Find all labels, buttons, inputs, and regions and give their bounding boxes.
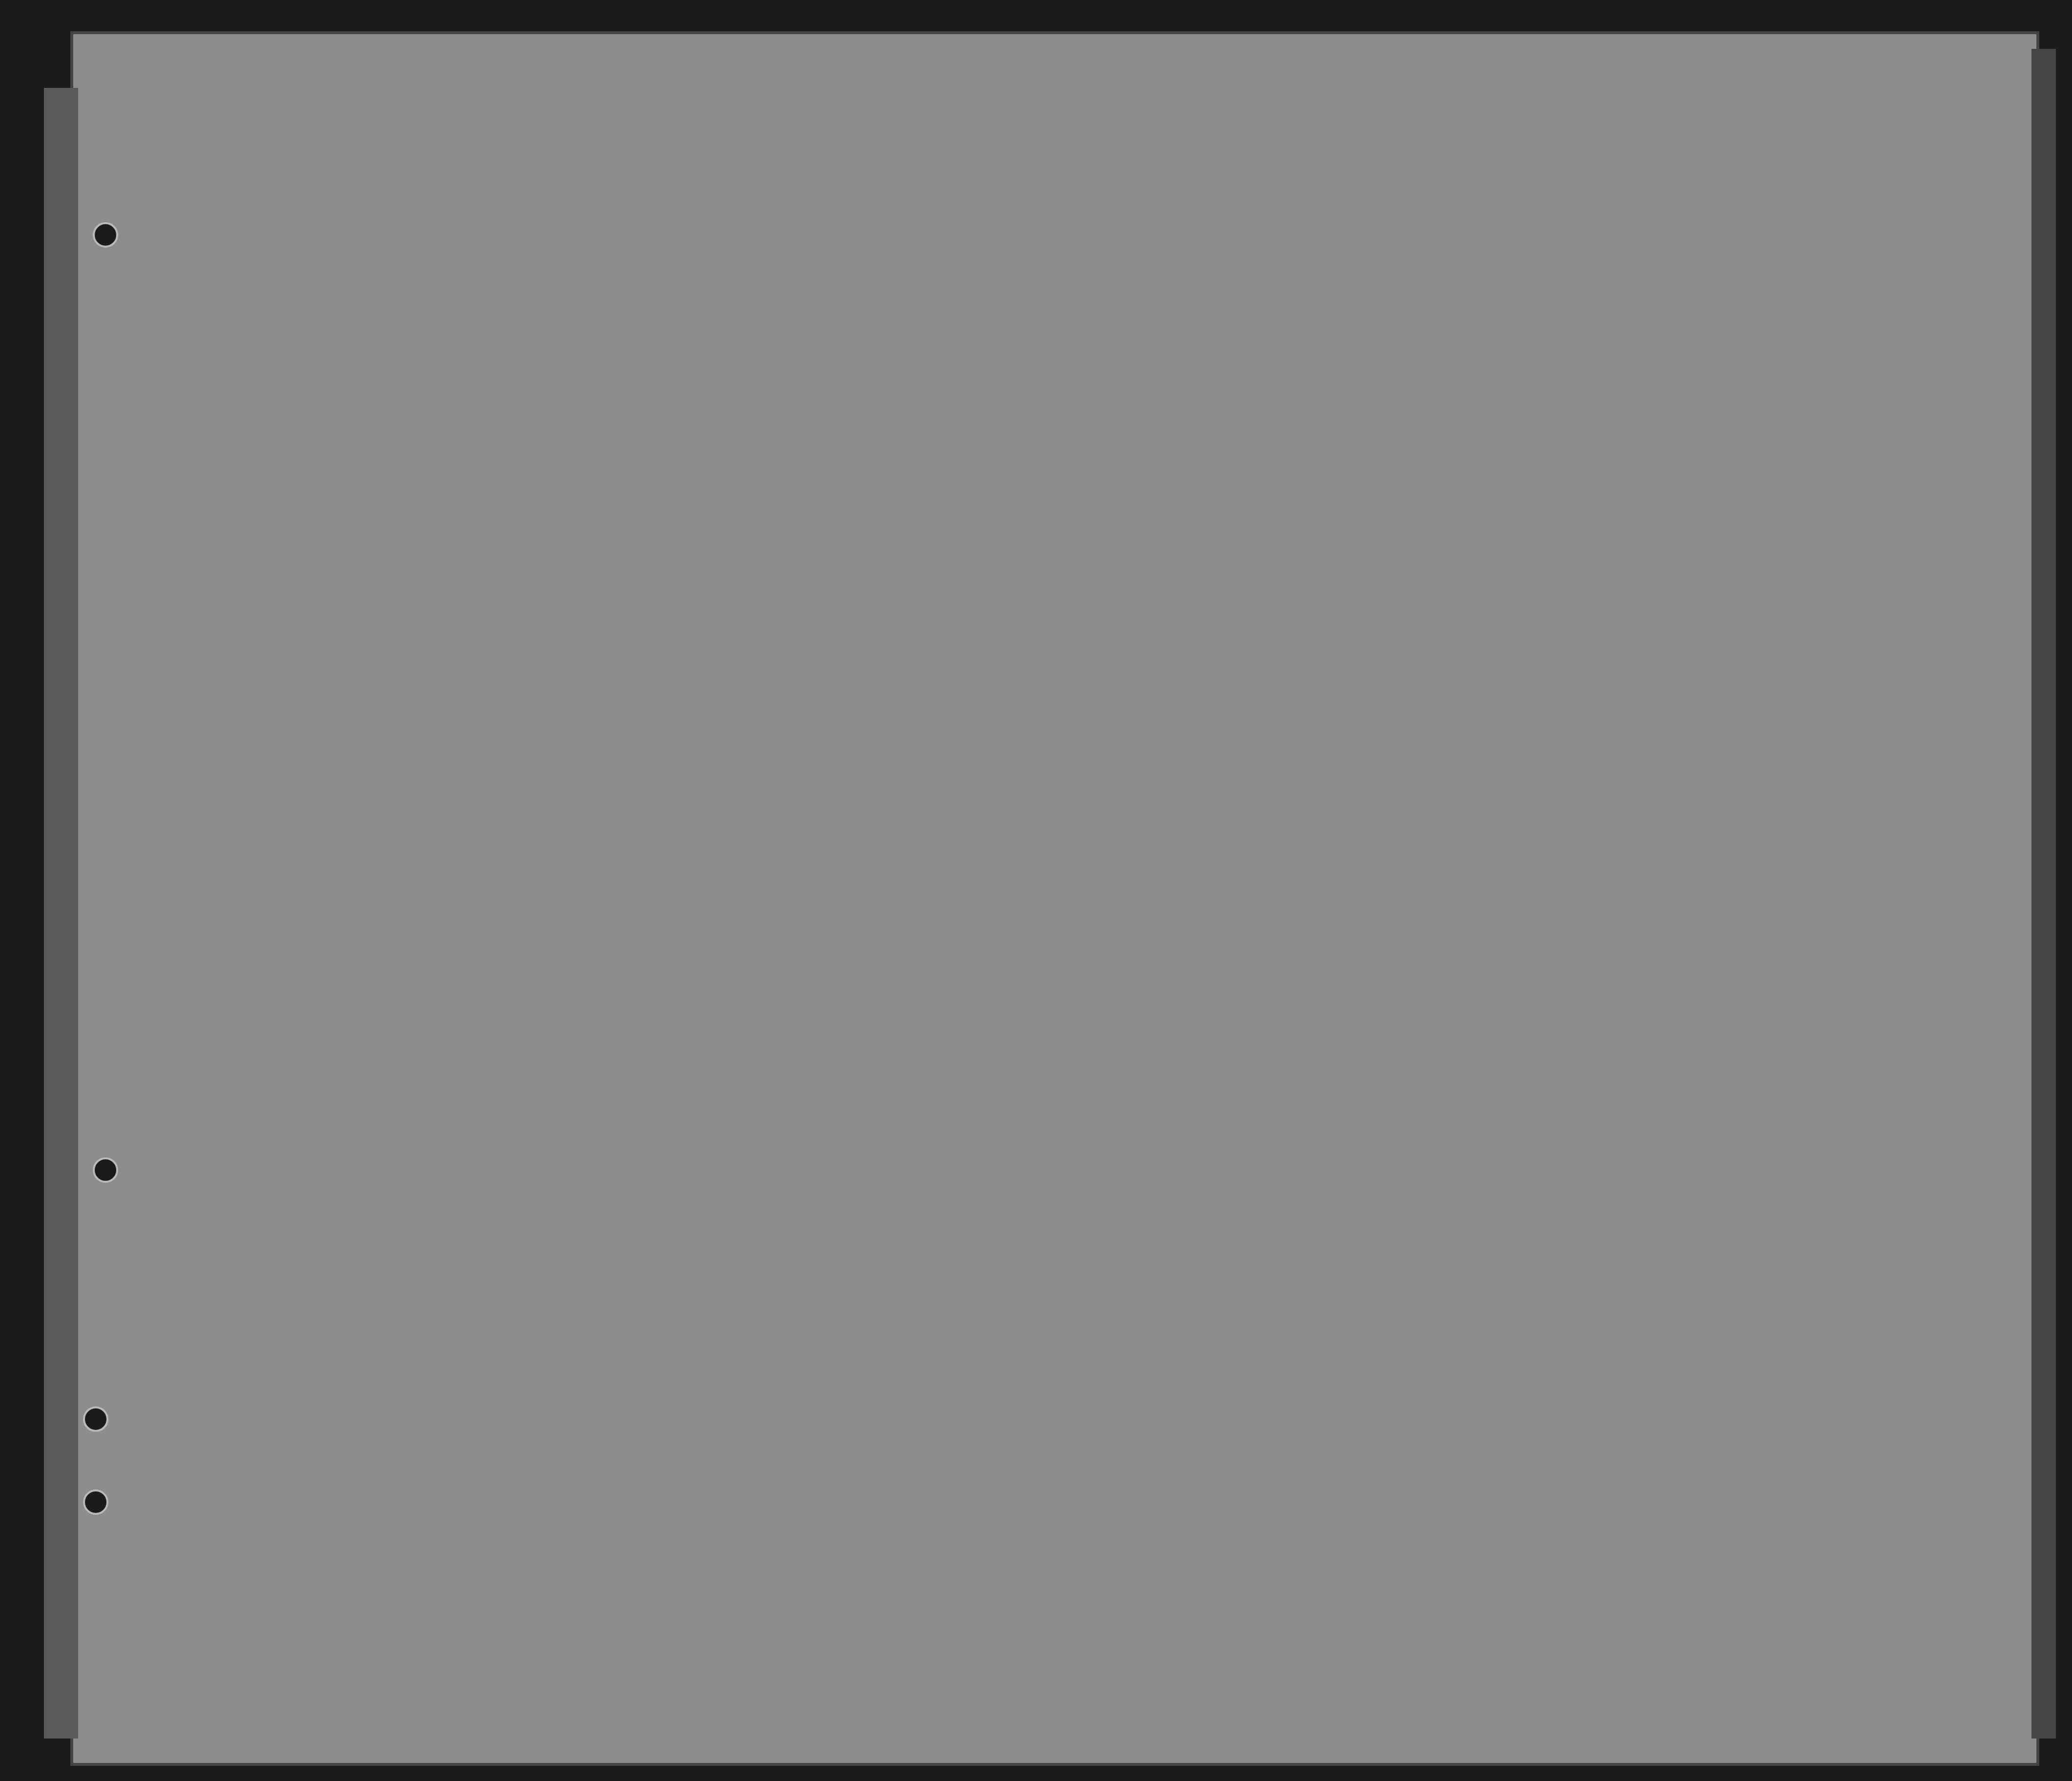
binder-hole <box>93 222 118 248</box>
binder-hole <box>83 1406 108 1432</box>
binder-hole <box>93 1157 118 1183</box>
binder-hole <box>83 1489 108 1515</box>
